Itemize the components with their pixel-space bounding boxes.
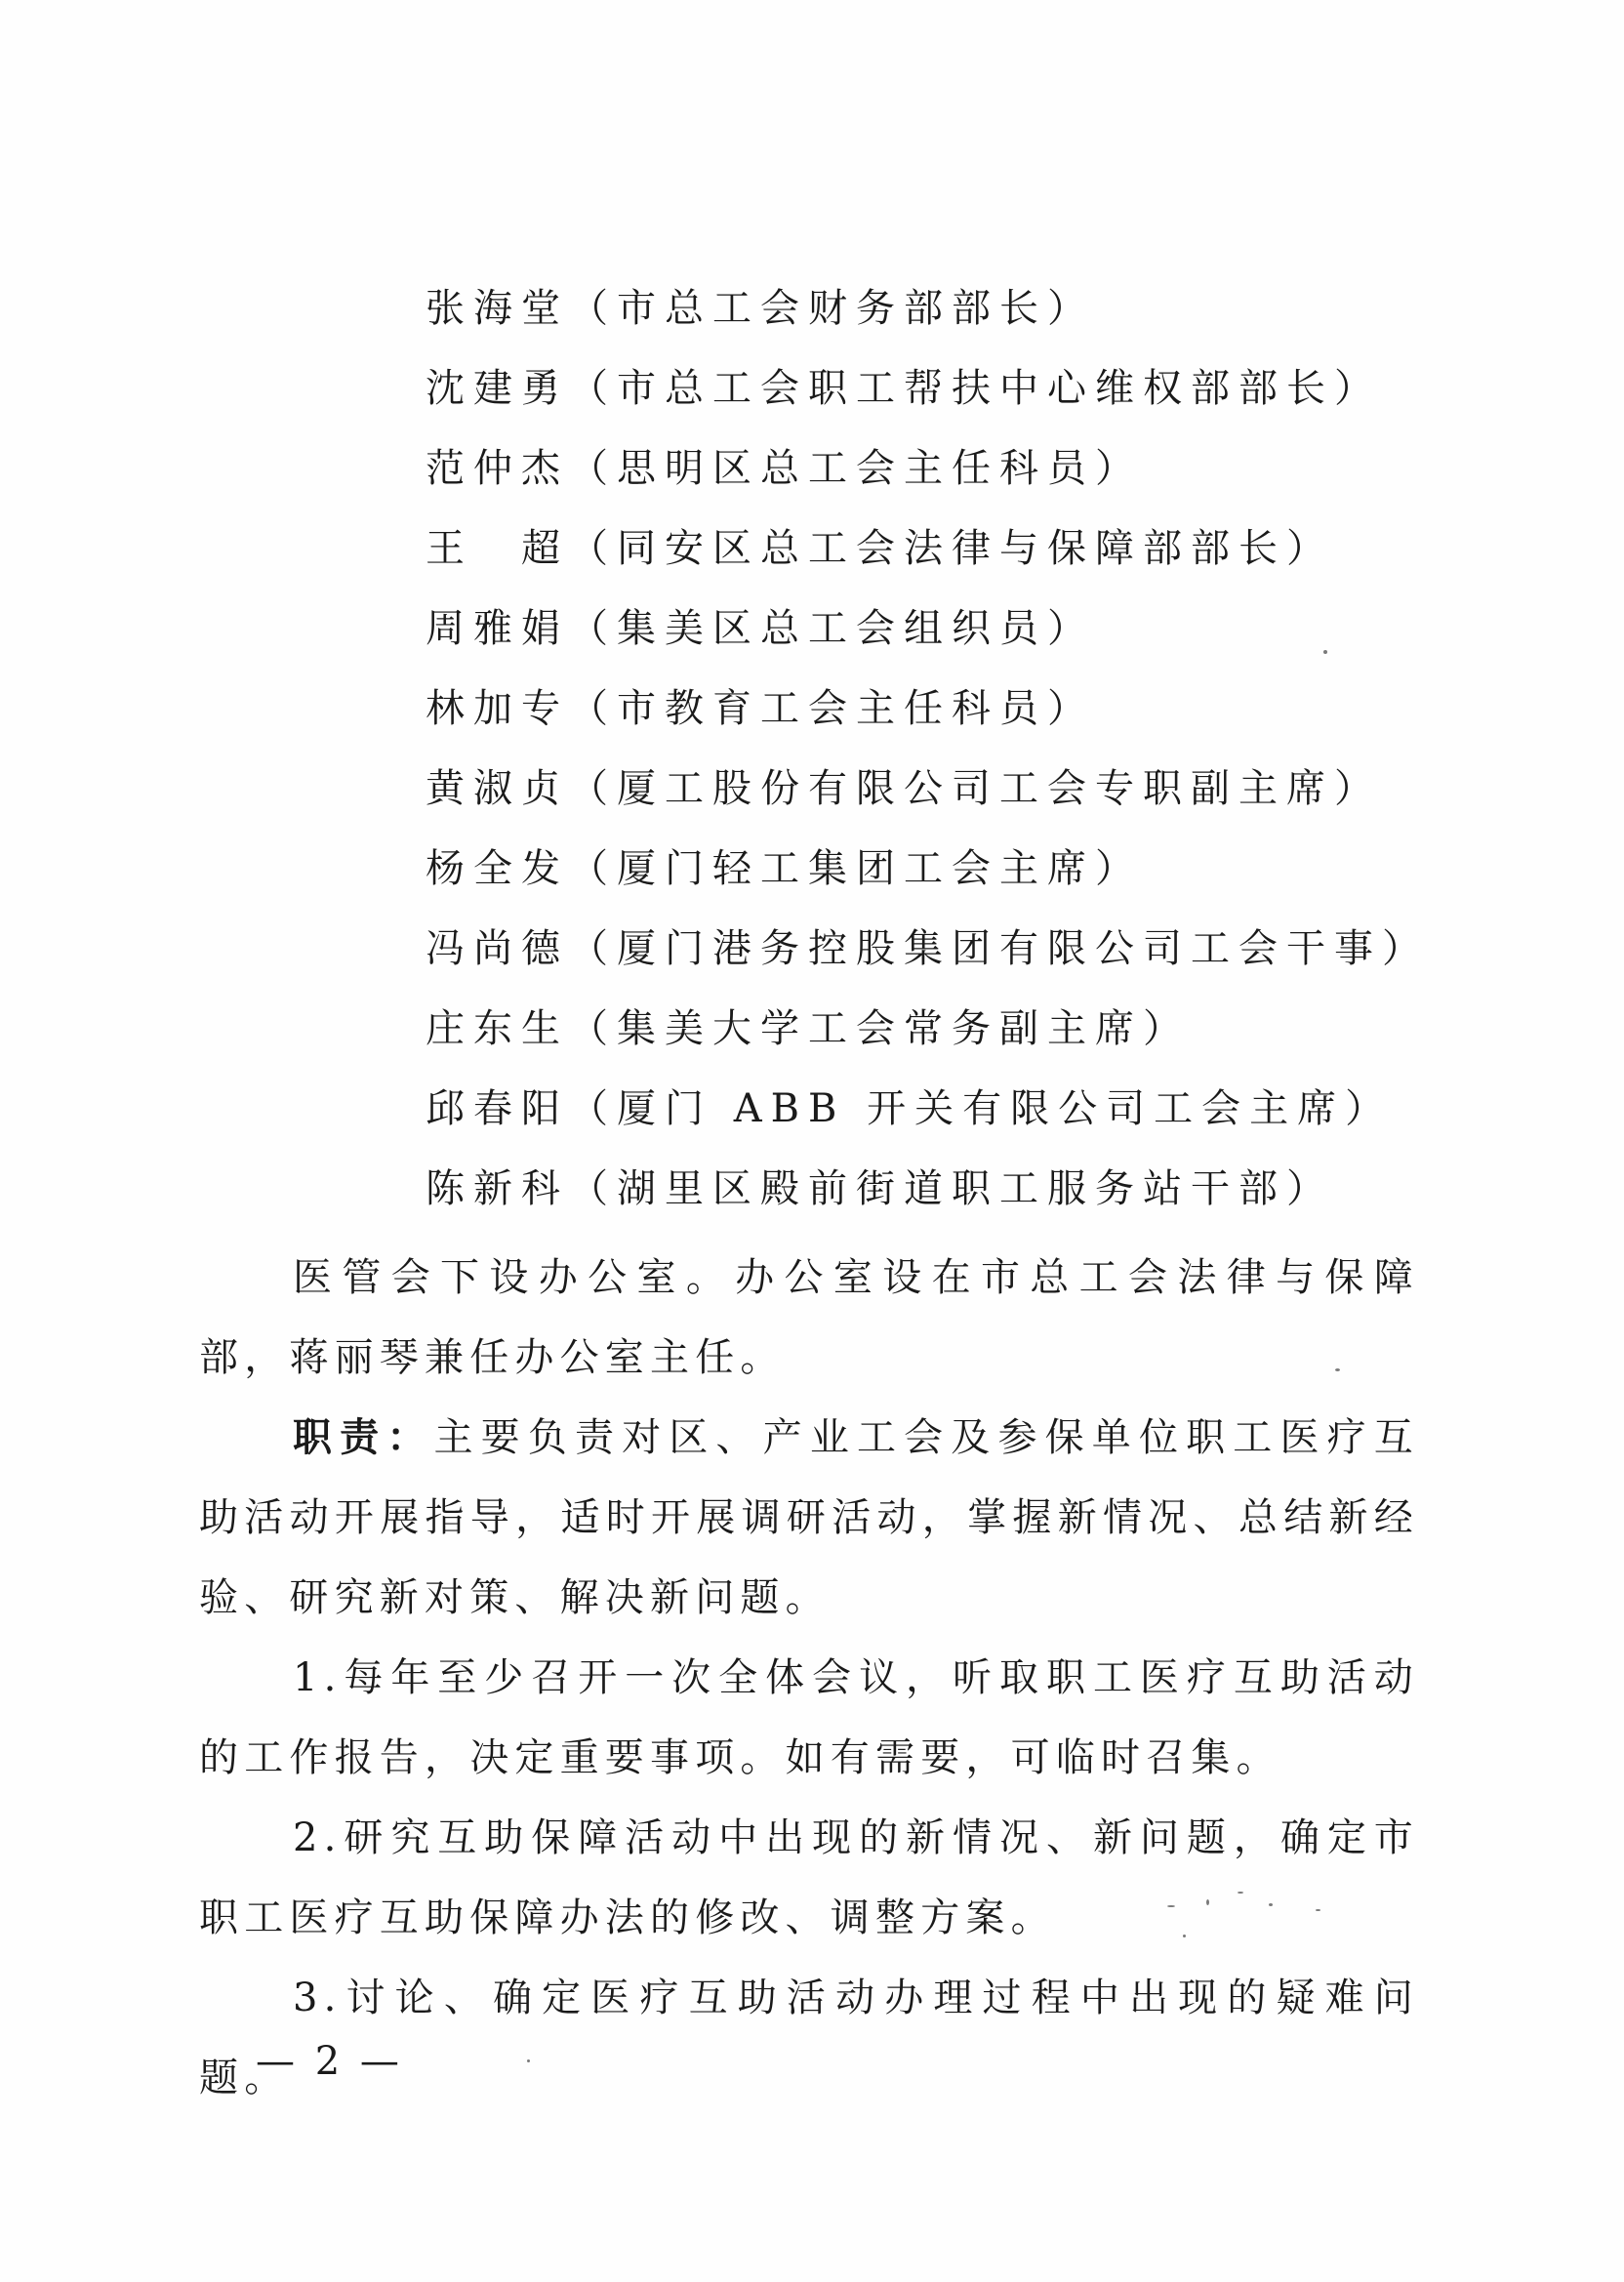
member-name: 周雅娟 [426, 606, 569, 651]
duty-item-3: 3.讨论、确定医疗互助活动办理过程中出现的疑难问题。 [199, 1976, 1419, 2100]
scan-speck [1335, 1368, 1340, 1371]
scan-speck [527, 2059, 530, 2062]
duties-text: 主要负责对区、产业工会及参保单位职工医疗互助活动开展指导，适时开展调研活动，掌握新情况、总结新经验、研究新对策、解决新问题。 [199, 1415, 1419, 1620]
member-item [426, 1159, 1430, 1239]
member-name: 王 超 [426, 526, 569, 571]
scan-speck [1316, 1909, 1320, 1911]
page-number: — 2 — [256, 2039, 403, 2084]
member-role: （湖里区殿前街道职工服务站干部） [569, 1166, 1334, 1211]
office-paragraph: 医管会下设办公室。办公室设在市总工会法律与保障部，蒋丽琴兼任办公室主任。 [199, 1255, 1419, 1380]
member-item [426, 918, 1430, 998]
duties-lead: 职责： [293, 1414, 434, 1460]
member-name: 陈新科 [426, 1166, 569, 1211]
scan-speck [1323, 650, 1327, 654]
member-name: 杨全发 [426, 846, 569, 891]
member-item [426, 998, 1430, 1079]
member-role: （市教育工会主任科员） [569, 686, 1095, 731]
member-role: （同安区总工会法律与保障部部长） [569, 526, 1334, 571]
member-item [426, 758, 1430, 838]
member-role: （集美区总工会组织员） [569, 606, 1095, 651]
member-list [426, 278, 1430, 1239]
member-role: （思明区总工会主任科员） [569, 446, 1143, 491]
member-item [426, 838, 1430, 918]
member-role: （市总工会职工帮扶中心维权部部长） [569, 366, 1382, 411]
member-name: 黄淑贞 [426, 766, 569, 811]
member-item [426, 1079, 1430, 1159]
member-name: 林加专 [426, 686, 569, 731]
member-item [426, 358, 1430, 438]
member-role: （厦门 ABB 开关有限公司工会主席） [569, 1086, 1394, 1131]
member-item [426, 278, 1430, 358]
scan-speck [1238, 1892, 1243, 1894]
member-name: 庄东生 [426, 1006, 569, 1051]
scan-speck [1269, 1903, 1273, 1906]
member-name: 邱春阳 [426, 1086, 569, 1131]
member-item [426, 678, 1430, 758]
duties-paragraph [199, 1398, 1419, 1638]
member-role: （市总工会财务部部长） [569, 286, 1095, 331]
scan-speck [1167, 1905, 1175, 1907]
member-name: 冯尚德 [426, 926, 569, 971]
member-role: （厦门轻工集团工会主席） [569, 846, 1143, 891]
member-name: 张海堂 [426, 286, 569, 331]
member-name: 沈建勇 [426, 366, 569, 411]
duty-item-2: 2.研究互助保障活动中出现的新情况、新问题，确定市职工医疗互助保障办法的修改、调整方案。 [199, 1815, 1419, 1940]
member-role: （厦工股份有限公司工会专职副主席） [569, 766, 1382, 811]
scan-speck [1183, 1935, 1186, 1937]
member-item [426, 438, 1430, 518]
member-role: （厦门港务控股集团有限公司工会干事） [569, 926, 1430, 971]
member-name: 范仲杰 [426, 446, 569, 491]
member-item [426, 598, 1430, 678]
member-role: （集美大学工会常务副主席） [569, 1006, 1191, 1051]
scan-speck [1206, 1899, 1209, 1905]
member-item [426, 518, 1430, 598]
duty-item-1: 1.每年至少召开一次全体会议，听取职工医疗互助活动的工作报告，决定重要事项。如有需要，可临时召集。 [199, 1655, 1419, 1780]
